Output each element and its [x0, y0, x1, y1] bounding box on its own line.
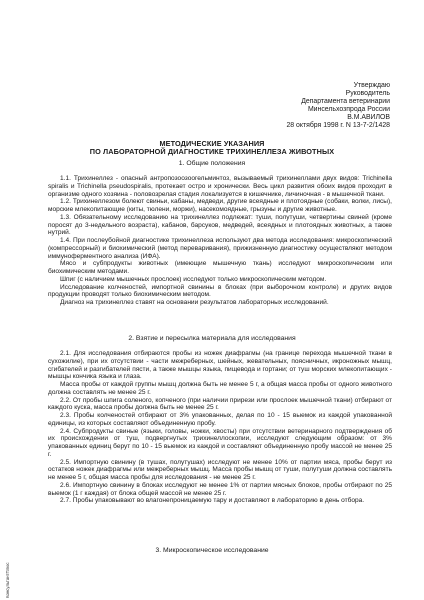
approval-line: Утверждаю — [353, 82, 390, 89]
approval-line: Минсельхозпрода России — [307, 106, 390, 114]
section-2-body — [48, 350, 392, 505]
paragraph: 2.6. Импортную свинину в блоках исследуют не менее 1% от партии мясных блоков, пробы отбирают по 25 выемок (1 г каждая) от блока общей массой не менее 25 г. — [48, 481, 392, 497]
paragraph: 2.4. Субпродукты свиные (языки, головы, ножки, хвосты) при отсутствии ветеринарного подтверждения об их происхождении от туш, подвергнутых трихинеллоскопии, исследуют следующим образом: от 3% упакованных единиц берут по 10 - 15 выемок из каждой и составляют объединенную пробу массой не менее 25 г. — [48, 427, 392, 458]
section-heading-3: 3. Микроскопическое исследование — [155, 547, 269, 554]
section-heading-1: 1. Общие положения — [178, 160, 246, 167]
paragraph: Масса пробы от каждой группы мышц должна быть не менее 5 г, а общая масса пробы от одного животного должна составлять не менее 25 г. — [48, 381, 392, 396]
section-heading-2: 2. Взятие и пересылка материала для исследования — [128, 335, 296, 342]
paragraph: 2.3. Пробы колченостей отбирают от 3% упакованных, делая по 10 - 15 выемок из каждой упакованной единицы, из которых составляют объединенную пробу. — [48, 412, 392, 427]
paragraph: Шпиг (с наличием мышечных прослоек) исследуют только микроскопическим методом. — [60, 275, 327, 283]
approval-block — [286, 82, 390, 131]
title-line-2: ПО ЛАБОРАТОРНОЙ ДИАГНОСТИКЕ ТРИХИНЕЛЛЕЗА ЖИВОТНЫХ — [89, 147, 335, 157]
paragraph: 2.2. От пробы шпига соленого, копченого (при наличии прирези или прослоек мышечной ткани) отбирают от каждого куска, масса пробы должна быть не менее 25 г. — [48, 396, 392, 412]
title-line-1: МЕТОДИЧЕСКИЕ УКАЗАНИЯ — [159, 139, 265, 148]
paragraph: Мясо и субпродукты животных (имеющие мышечную ткань) исследуют микроскопическим или биохимическим методами. — [48, 260, 392, 275]
paragraph: Исследование колченостей, импортной свинины в блоках (при выборочном контроле) и других видов продукции проводят только биохимическим методом. — [48, 283, 392, 299]
document-title — [0, 140, 424, 157]
approval-line: 28 октября 1998 г. N 13-7-2/1428 — [286, 122, 390, 130]
paragraph: 2.1. Для исследования отбираются пробы из ножек диафрагмы (на границе перехода мышечной ткани в сухожилие), при их отсутствии - части межреберных, шейных, жевательных, поясничных, икроножных мышц, сгибателей и разгибателей пясти, а также мышцы языка, пищевода и гортани; от туш морских млекопитающих - мышцы кончика языка и глаза. — [48, 350, 392, 381]
paragraph: 1.2. Трихинеллезом болеют свиньи, кабаны, медведи, другие всеядные и плотоядные (собаки, волки, лисы), морские млекопитающие (киты, тюлени, моржи), насекомоядные, грызуны и другие животные. — [48, 198, 392, 213]
approval-line: В.М.АВИЛОВ — [347, 114, 390, 122]
paragraph: 1.1. Трихинеллез - опасный антропозоозоогельминтоз, вызываемый трихинеллами двух видов: Trichinella spiralis и Trichinella pseudospiralis, протекает остро и хронически. Весь цикл развития обоих видов проходит в организме одного хозяина - половозрелая стадия локализуется в кишечнике, личиночная - в мышечной ткани. — [48, 175, 392, 198]
paragraph: 1.3. Обязательному исследованию на трихинеллез подлежат: туши, полутуши, четвертины свиней (кроме поросят до 3-недельного возраста), кабанов, барсуков, медведей, всеядных и плотоядных животных, а также нутрий. — [48, 213, 392, 237]
side-watermark — [4, 548, 12, 600]
paragraph: 2.7. Пробы упаковывают во влагонепроницаемую тару и доставляют в лабораторию в день отбора. — [60, 497, 365, 505]
approval-line: Руководитель — [345, 90, 390, 98]
paragraph: 2.5. Импортную свинину (в тушах, полутушах) исследуют не менее 10% от партии мяса, пробы берут из остатков ножек диафрагмы или межреберных мышц. Масса пробы мышц от туши, полутуши должна составлять не менее 5 г, общая масса пробы для исследования - не менее 25 г. — [48, 458, 392, 481]
paragraph: Диагноз на трихинеллез ставят на основании результатов лабораторных исследований. — [60, 299, 329, 306]
section-1-body — [48, 175, 392, 307]
approval-line: Департамента ветеринарии — [301, 98, 390, 106]
side-label: КонсультантПлюс — [5, 562, 10, 598]
paragraph: 1.4. При послеубойной диагностике трихинеллеза используют два метода исследования: микроскопический (компрессорный) и биохимический (метод переваривания), прижизненную диагностику осуществляют методом иммуноферментного анализа (ИФА). — [48, 237, 392, 260]
